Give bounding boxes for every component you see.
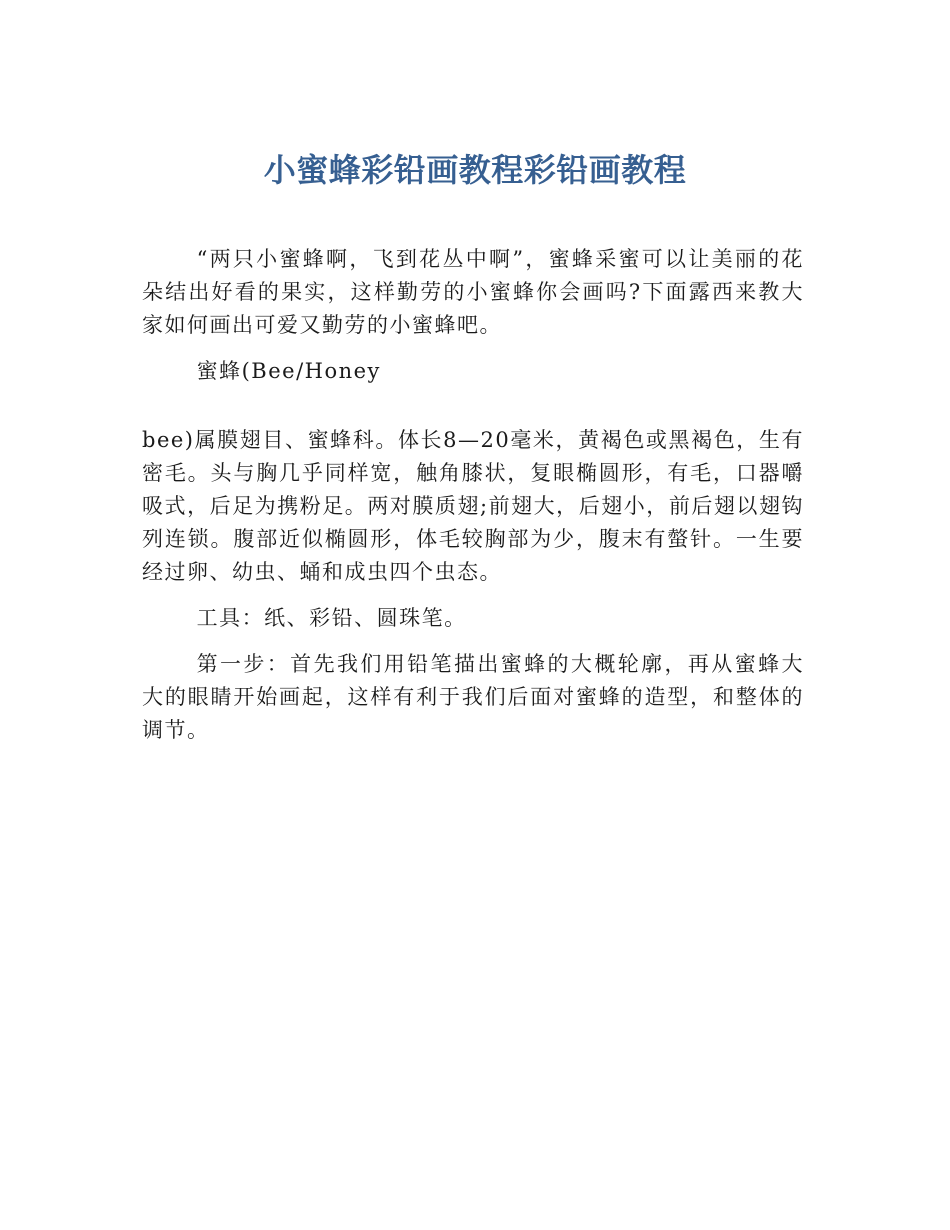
paragraph-step-one: 第一步：首先我们用铅笔描出蜜蜂的大概轮廓，再从蜜蜂大大的眼睛开始画起，这样有利于我们后面对蜜蜂的造型，和整体的调节。: [142, 652, 804, 742]
paragraph-intro: “两只小蜜蜂啊，飞到花丛中啊”，蜜蜂采蜜可以让美丽的花朵结出好看的果实，这样勤劳的小蜜蜂你会画吗?下面露西来教大家如何画出可爱又勤劳的小蜜蜂吧。: [142, 247, 804, 337]
paragraph-tools: 工具：纸、彩铅、圆珠笔。: [196, 606, 467, 630]
document-body: [142, 243, 804, 760]
paragraph-bee-name: 蜜蜂(Bee/Honey: [196, 359, 381, 383]
paragraph-bee-description: bee)属膜翅目、蜜蜂科。体长8—20毫米，黄褐色或黑褐色，生有密毛。头与胸几乎同样宽，触角膝状，复眼椭圆形，有毛，口器嚼吸式，后足为携粉足。两对膜质翅;前翅大，后翅小，前后翅以翅钩列连锁。腹部近似椭圆形，体毛较胸部为少，腹末有螫针。一生要经过卵、幼虫、蛹和成虫四个虫态。: [142, 428, 804, 584]
document-title: 小蜜蜂彩铅画教程彩铅画教程: [263, 151, 687, 189]
